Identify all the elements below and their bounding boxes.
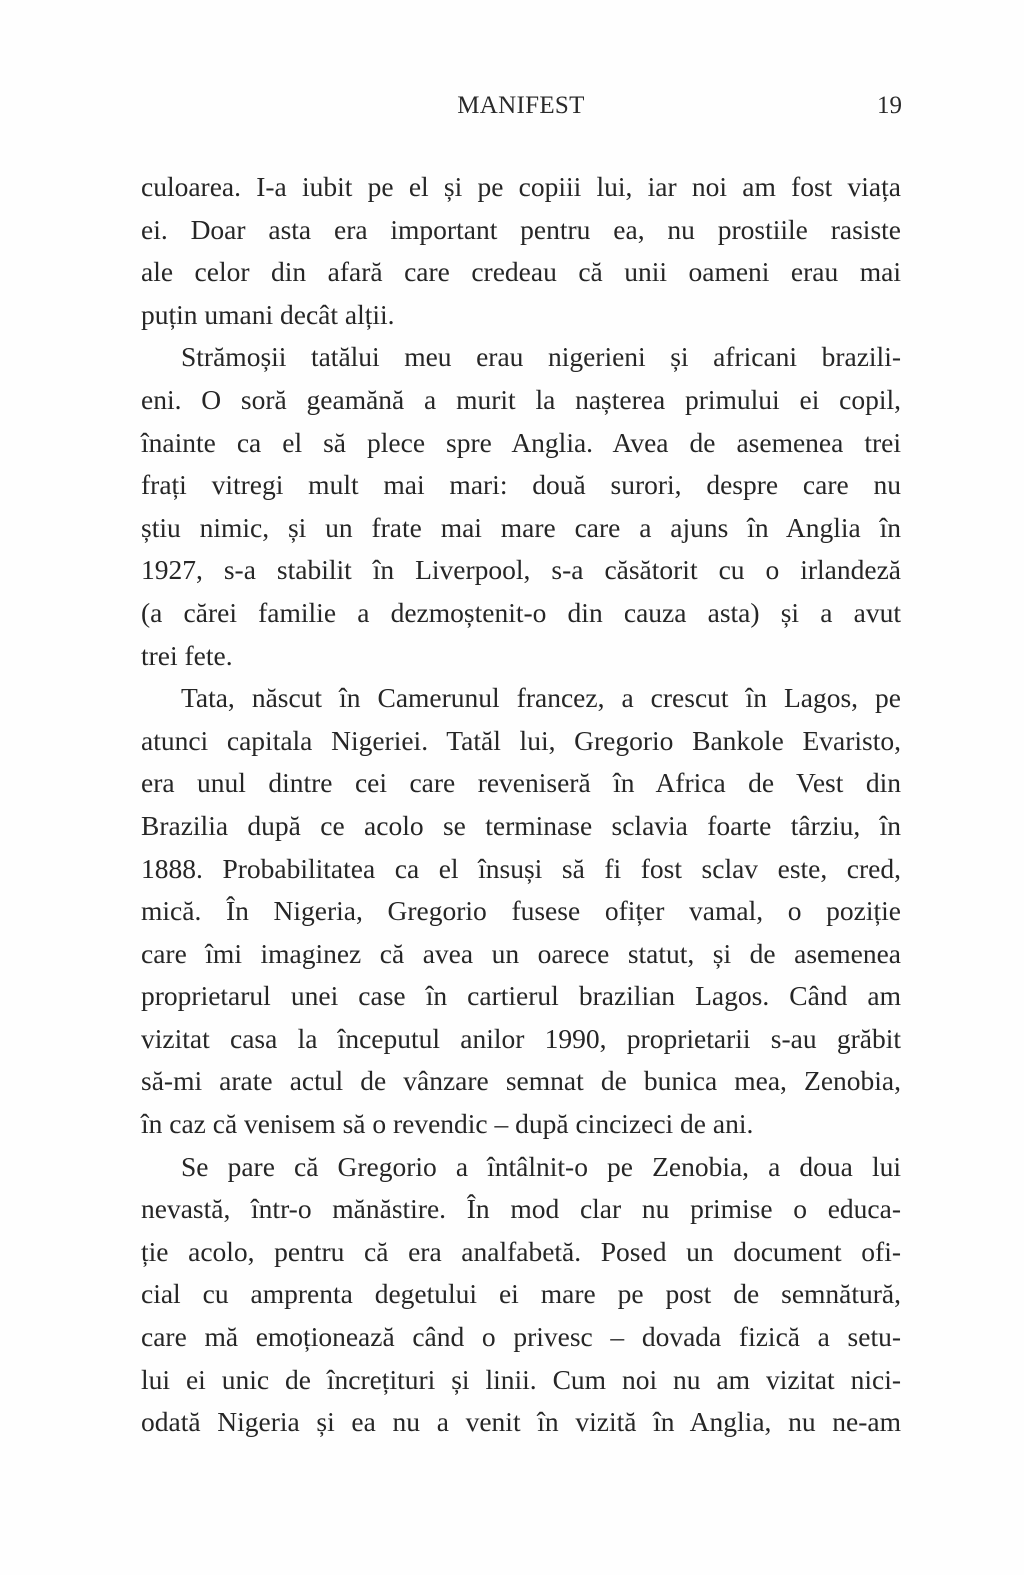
- text-line: știu nimic, și un frate mai mare care a ajuns în Anglia în: [141, 511, 901, 543]
- text-line: cial cu amprenta degetului ei mare pe post de semnătură,: [141, 1278, 901, 1310]
- text-line: eni. O soră geamănă a murit la nașterea primului ei copil,: [141, 383, 901, 415]
- paragraph: [141, 677, 901, 1146]
- running-header: [140, 92, 902, 128]
- text-line: în caz că venisem să o revendic – după cincizeci de ani.: [141, 1108, 754, 1140]
- paragraph: [141, 336, 901, 677]
- text-line: frați vitregi mult mai mari: două surori, despre care nu: [141, 469, 901, 501]
- text-line: Se pare că Gregorio a întâlnit-o pe Zenobia, a doua lui: [181, 1150, 901, 1182]
- text-line: ei. Doar asta era important pentru ea, nu prostiile rasiste: [141, 213, 901, 245]
- running-title: MANIFEST: [457, 92, 585, 119]
- paragraph: [141, 166, 901, 336]
- text-line: trei fete.: [141, 639, 233, 671]
- text-line: care mă emoționează când o privesc – dovada fizică a setu-: [141, 1321, 901, 1353]
- text-line: proprietarul unei case în cartierul brazilian Lagos. Când am: [141, 980, 901, 1012]
- text-line: 1888. Probabilitatea ca el însuși să fi fost sclav este, cred,: [141, 852, 901, 884]
- text-line: ale celor din afară care credeau că unii oameni erau mai: [141, 256, 901, 288]
- text-line: mică. În Nigeria, Gregorio fusese ofițer vamal, o poziție: [141, 895, 901, 927]
- text-line: atunci capitala Nigeriei. Tatăl lui, Gregorio Bankole Evaristo,: [141, 724, 901, 756]
- text-line: era unul dintre cei care reveniseră în Africa de Vest din: [141, 767, 901, 799]
- text-line: ție acolo, pentru că era analfabetă. Posed un document ofi-: [141, 1235, 901, 1267]
- text-line: nevastă, într-o mănăstire. În mod clar nu primise o educa-: [141, 1193, 901, 1225]
- text-line: puțin umani decât alții.: [141, 298, 395, 330]
- text-line: odată Nigeria și ea nu a venit în vizită în Anglia, nu ne-am: [141, 1406, 901, 1438]
- text-line: culoarea. I-a iubit pe el și pe copiii lui, iar noi am fost viața: [141, 171, 901, 202]
- text-line: 1927, s-a stabilit în Liverpool, s-a căsătorit cu o irlandeză: [141, 554, 901, 586]
- text-line: Strămoșii tatălui meu erau nigerieni și africani brazili-: [181, 341, 901, 373]
- text-line: Tata, născut în Camerunul francez, a crescut în Lagos, pe: [181, 682, 901, 714]
- text-line: să-mi arate actul de vânzare semnat de bunica mea, Zenobia,: [141, 1065, 901, 1097]
- text-line: înainte ca el să plece spre Anglia. Avea de asemenea trei: [141, 426, 901, 458]
- paragraph: [141, 1146, 901, 1444]
- text-line: Brazilia după ce acolo se terminase sclavia foarte târziu, în: [141, 809, 901, 841]
- text-line: care îmi imaginez că avea un oarece statut, și de asemenea: [141, 937, 901, 969]
- text-line: lui ei unic de încrețituri și linii. Cum noi nu am vizitat nici-: [141, 1363, 901, 1395]
- body-text: [141, 166, 901, 1444]
- page-number: 19: [877, 92, 902, 119]
- text-line: (a cărei familie a dezmoștenit-o din cauza asta) și a avut: [141, 596, 901, 628]
- text-line: vizitat casa la începutul anilor 1990, proprietarii s-au grăbit: [141, 1022, 901, 1054]
